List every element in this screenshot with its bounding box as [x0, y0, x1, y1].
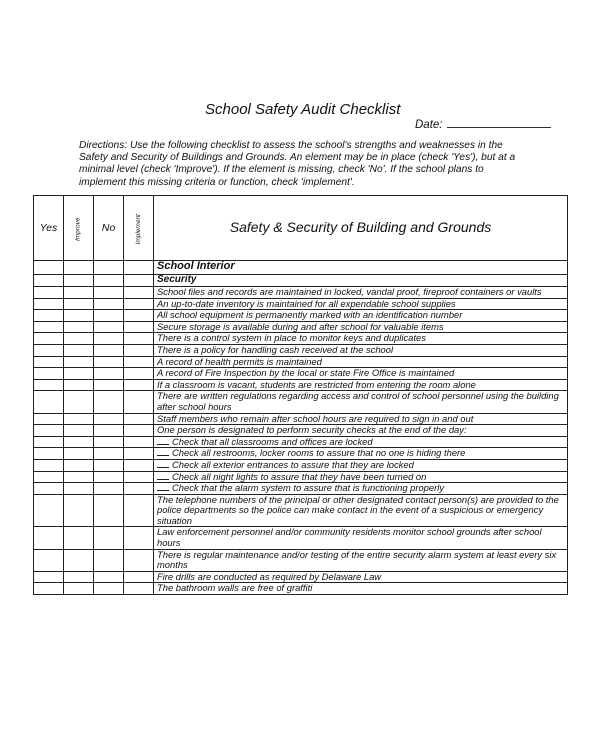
checkbox-implement[interactable]	[124, 549, 154, 571]
checkbox-implement[interactable]	[124, 379, 154, 391]
checkbox-yes[interactable]	[34, 471, 64, 483]
checkbox-yes[interactable]	[34, 391, 64, 413]
checklist-item-text: Check that the alarm system to assure that is functioning properly	[172, 482, 445, 494]
checklist-row	[34, 527, 568, 549]
checkbox-no[interactable]	[94, 583, 124, 595]
header-implement: Implement	[124, 196, 154, 261]
checkbox-no[interactable]	[94, 413, 124, 425]
checkbox-yes[interactable]	[34, 494, 64, 527]
checkbox-improve[interactable]	[64, 321, 94, 333]
checkbox-implement[interactable]	[124, 527, 154, 549]
checklist-row	[34, 494, 568, 527]
checkbox-yes[interactable]	[34, 549, 64, 571]
checklist-item-text: All school equipment is permanently marked with an identification number	[157, 309, 463, 321]
checklist-row	[34, 571, 568, 583]
checklist-item-text: A record of Fire Inspection by the local or state Fire Office is maintained	[157, 367, 455, 379]
checkbox-improve[interactable]	[64, 448, 94, 460]
header-row	[34, 196, 568, 261]
checklist-item-text: There are written regulations regarding access and control of school personnel using the building after school hours	[157, 390, 559, 412]
checkbox-implement[interactable]	[124, 436, 154, 448]
checkbox-yes[interactable]	[34, 436, 64, 448]
checklist-item-text: Fire drills are conducted as required by Delaware Law	[157, 570, 382, 582]
checkbox-yes[interactable]	[34, 483, 64, 495]
checkbox-yes[interactable]	[34, 413, 64, 425]
blank-line	[157, 483, 169, 491]
checklist-row	[34, 425, 568, 437]
sub-checklist-row	[34, 483, 568, 495]
checkbox-improve[interactable]	[64, 379, 94, 391]
checklist-row	[34, 333, 568, 345]
checklist-item-text: There is a control system in place to monitor keys and duplicates	[157, 332, 426, 344]
checkbox-improve[interactable]	[64, 368, 94, 380]
checkbox-yes[interactable]	[34, 425, 64, 437]
checklist-row	[34, 356, 568, 368]
checkbox-no[interactable]	[94, 549, 124, 571]
header-title: Safety & Security of Building and Grounds	[154, 196, 568, 261]
sub-checklist-row	[34, 459, 568, 471]
checkbox-improve[interactable]	[64, 436, 94, 448]
checklist-item-text: Check that all classrooms and offices are locked	[172, 435, 373, 447]
checklist-row	[34, 379, 568, 391]
checkbox-no[interactable]	[94, 321, 124, 333]
directions-text: Directions: Use the following checklist to assess the school's strengths and weaknesses in the Safety and Security of Buildings and Grounds. An element may be in place (check 'Yes'), but at a minimal level (check 'Improve'). If the element is missing, check 'No'. If the school plans to implement this missing criteria or function, check 'implement'.	[79, 140, 516, 188]
checkbox-implement[interactable]	[124, 413, 154, 425]
checkbox-implement[interactable]	[124, 459, 154, 471]
date-label: Date:	[415, 119, 443, 131]
checkbox-improve[interactable]	[64, 549, 94, 571]
checklist-item-text: Check all exterior entrances to assure that they are locked	[172, 458, 414, 470]
checkbox-implement[interactable]	[124, 356, 154, 368]
checkbox-implement[interactable]	[124, 425, 154, 437]
checklist-row	[34, 344, 568, 356]
checklist-item-text: A record of health permits is maintained	[157, 355, 322, 367]
checklist-item-text: There is regular maintenance and/or testing of the entire security alarm system at least every six months	[157, 548, 557, 571]
blank-line	[157, 460, 169, 468]
checkbox-no[interactable]	[94, 459, 124, 471]
checkbox-implement[interactable]	[124, 310, 154, 322]
checkbox-improve[interactable]	[64, 310, 94, 322]
checkbox-improve[interactable]	[64, 527, 94, 549]
checklist-row	[34, 391, 568, 413]
checkbox-implement[interactable]	[124, 287, 154, 299]
checkbox-improve[interactable]	[64, 583, 94, 595]
checklist-row	[34, 310, 568, 322]
subsection-row	[34, 275, 568, 287]
checkbox-improve[interactable]	[64, 391, 94, 413]
section-label: School Interior	[154, 261, 568, 275]
checkbox-implement[interactable]	[124, 448, 154, 460]
checkbox-yes[interactable]	[34, 379, 64, 391]
checklist-item-text: There is a policy for handling cash received at the school	[157, 343, 394, 355]
checkbox-implement[interactable]	[124, 321, 154, 333]
checklist-item-text: An up-to-date inventory is maintained for all expendable school supplies	[157, 297, 456, 309]
checkbox-no[interactable]	[94, 483, 124, 495]
checkbox-improve[interactable]	[64, 287, 94, 299]
checklist-item-text: Check all restrooms, locker rooms to assure that no one is hiding there	[172, 447, 466, 459]
checkbox-yes[interactable]	[34, 298, 64, 310]
checklist-row	[34, 368, 568, 380]
checkbox-improve[interactable]	[64, 471, 94, 483]
checkbox-improve[interactable]	[64, 425, 94, 437]
checkbox-improve[interactable]	[64, 356, 94, 368]
checklist-item-text: Check all night lights to assure that they have been turned on	[172, 470, 427, 482]
blank-line	[157, 437, 169, 445]
sub-checklist-row	[34, 436, 568, 448]
checkbox-improve[interactable]	[64, 298, 94, 310]
checkbox-improve[interactable]	[64, 459, 94, 471]
checkbox-no[interactable]	[94, 425, 124, 437]
checkbox-no[interactable]	[94, 494, 124, 527]
checkbox-improve[interactable]	[64, 344, 94, 356]
checkbox-implement[interactable]	[124, 391, 154, 413]
checkbox-yes[interactable]	[34, 310, 64, 322]
subsection-label: Security	[154, 275, 568, 287]
checkbox-no[interactable]	[94, 368, 124, 380]
checkbox-implement[interactable]	[124, 471, 154, 483]
checklist-table	[33, 195, 568, 595]
header-yes: Yes	[34, 196, 64, 261]
checklist-row	[34, 298, 568, 310]
checkbox-no[interactable]	[94, 310, 124, 322]
checkbox-improve[interactable]	[64, 494, 94, 527]
checkbox-no[interactable]	[94, 527, 124, 549]
checkbox-improve[interactable]	[64, 413, 94, 425]
checklist-row	[34, 413, 568, 425]
checklist-body	[34, 196, 568, 595]
checklist-row	[34, 321, 568, 333]
checkbox-no[interactable]	[94, 571, 124, 583]
section-row	[34, 261, 568, 275]
sub-checklist-row	[34, 471, 568, 483]
checklist-item-text: Staff members who remain after school hours are required to sign in and out	[157, 412, 474, 424]
checkbox-implement[interactable]	[124, 483, 154, 495]
header-no: No	[94, 196, 124, 261]
checkbox-yes[interactable]	[34, 368, 64, 380]
sub-checklist-row	[34, 448, 568, 460]
checkbox-yes[interactable]	[34, 448, 64, 460]
checkbox-yes[interactable]	[34, 287, 64, 299]
checkbox-implement[interactable]	[124, 571, 154, 583]
checkbox-improve[interactable]	[64, 483, 94, 495]
checkbox-implement[interactable]	[124, 333, 154, 345]
checkbox-implement[interactable]	[124, 494, 154, 527]
checkbox-no[interactable]	[94, 333, 124, 345]
checkbox-improve[interactable]	[64, 333, 94, 345]
checkbox-no[interactable]	[94, 391, 124, 413]
checkbox-no[interactable]	[94, 436, 124, 448]
checkbox-yes[interactable]	[34, 321, 64, 333]
header-improve: Improve	[64, 196, 94, 261]
checkbox-implement[interactable]	[124, 368, 154, 380]
checkbox-no[interactable]	[94, 298, 124, 310]
checklist-item-text: The telephone numbers of the principal or other designated contact person(s) are provided to the police departments so the police can make contact in the event of a suspicious or emergency situation	[157, 493, 559, 526]
checkbox-no[interactable]	[94, 287, 124, 299]
checklist-item-text: If a classroom is vacant, students are restricted from entering the room alone	[157, 378, 476, 390]
checkbox-yes[interactable]	[34, 571, 64, 583]
checklist-row	[34, 549, 568, 571]
checklist-row	[34, 287, 568, 299]
checkbox-yes[interactable]	[34, 583, 64, 595]
checkbox-yes[interactable]	[34, 333, 64, 345]
checkbox-no[interactable]	[94, 379, 124, 391]
checkbox-implement[interactable]	[124, 298, 154, 310]
checklist-item-text: The bathroom walls are free of graffiti	[157, 582, 313, 594]
checkbox-no[interactable]	[94, 344, 124, 356]
checkbox-implement[interactable]	[124, 344, 154, 356]
date-field	[415, 117, 551, 131]
checkbox-improve[interactable]	[64, 571, 94, 583]
date-line[interactable]	[447, 117, 551, 128]
checklist-item-text: One person is designated to perform security checks at the end of the day:	[157, 424, 467, 436]
checkbox-yes[interactable]	[34, 527, 64, 549]
document-title: School Safety Audit Checklist	[205, 101, 401, 118]
checklist-item-text: Secure storage is available during and after school for valuable items	[157, 320, 444, 332]
checkbox-yes[interactable]	[34, 344, 64, 356]
checkbox-yes[interactable]	[34, 459, 64, 471]
checklist-item-text: School files and records are maintained in locked, vandal proof, fireproof containers or vaults	[157, 286, 542, 297]
checklist-item-text: Law enforcement personnel and/or community residents monitor school grounds after school hours	[157, 526, 542, 549]
checkbox-no[interactable]	[94, 356, 124, 368]
checkbox-implement[interactable]	[124, 583, 154, 595]
checklist-row	[34, 583, 568, 595]
checkbox-no[interactable]	[94, 448, 124, 460]
checkbox-no[interactable]	[94, 471, 124, 483]
blank-line	[157, 448, 169, 456]
checkbox-yes[interactable]	[34, 356, 64, 368]
blank-line	[157, 472, 169, 480]
